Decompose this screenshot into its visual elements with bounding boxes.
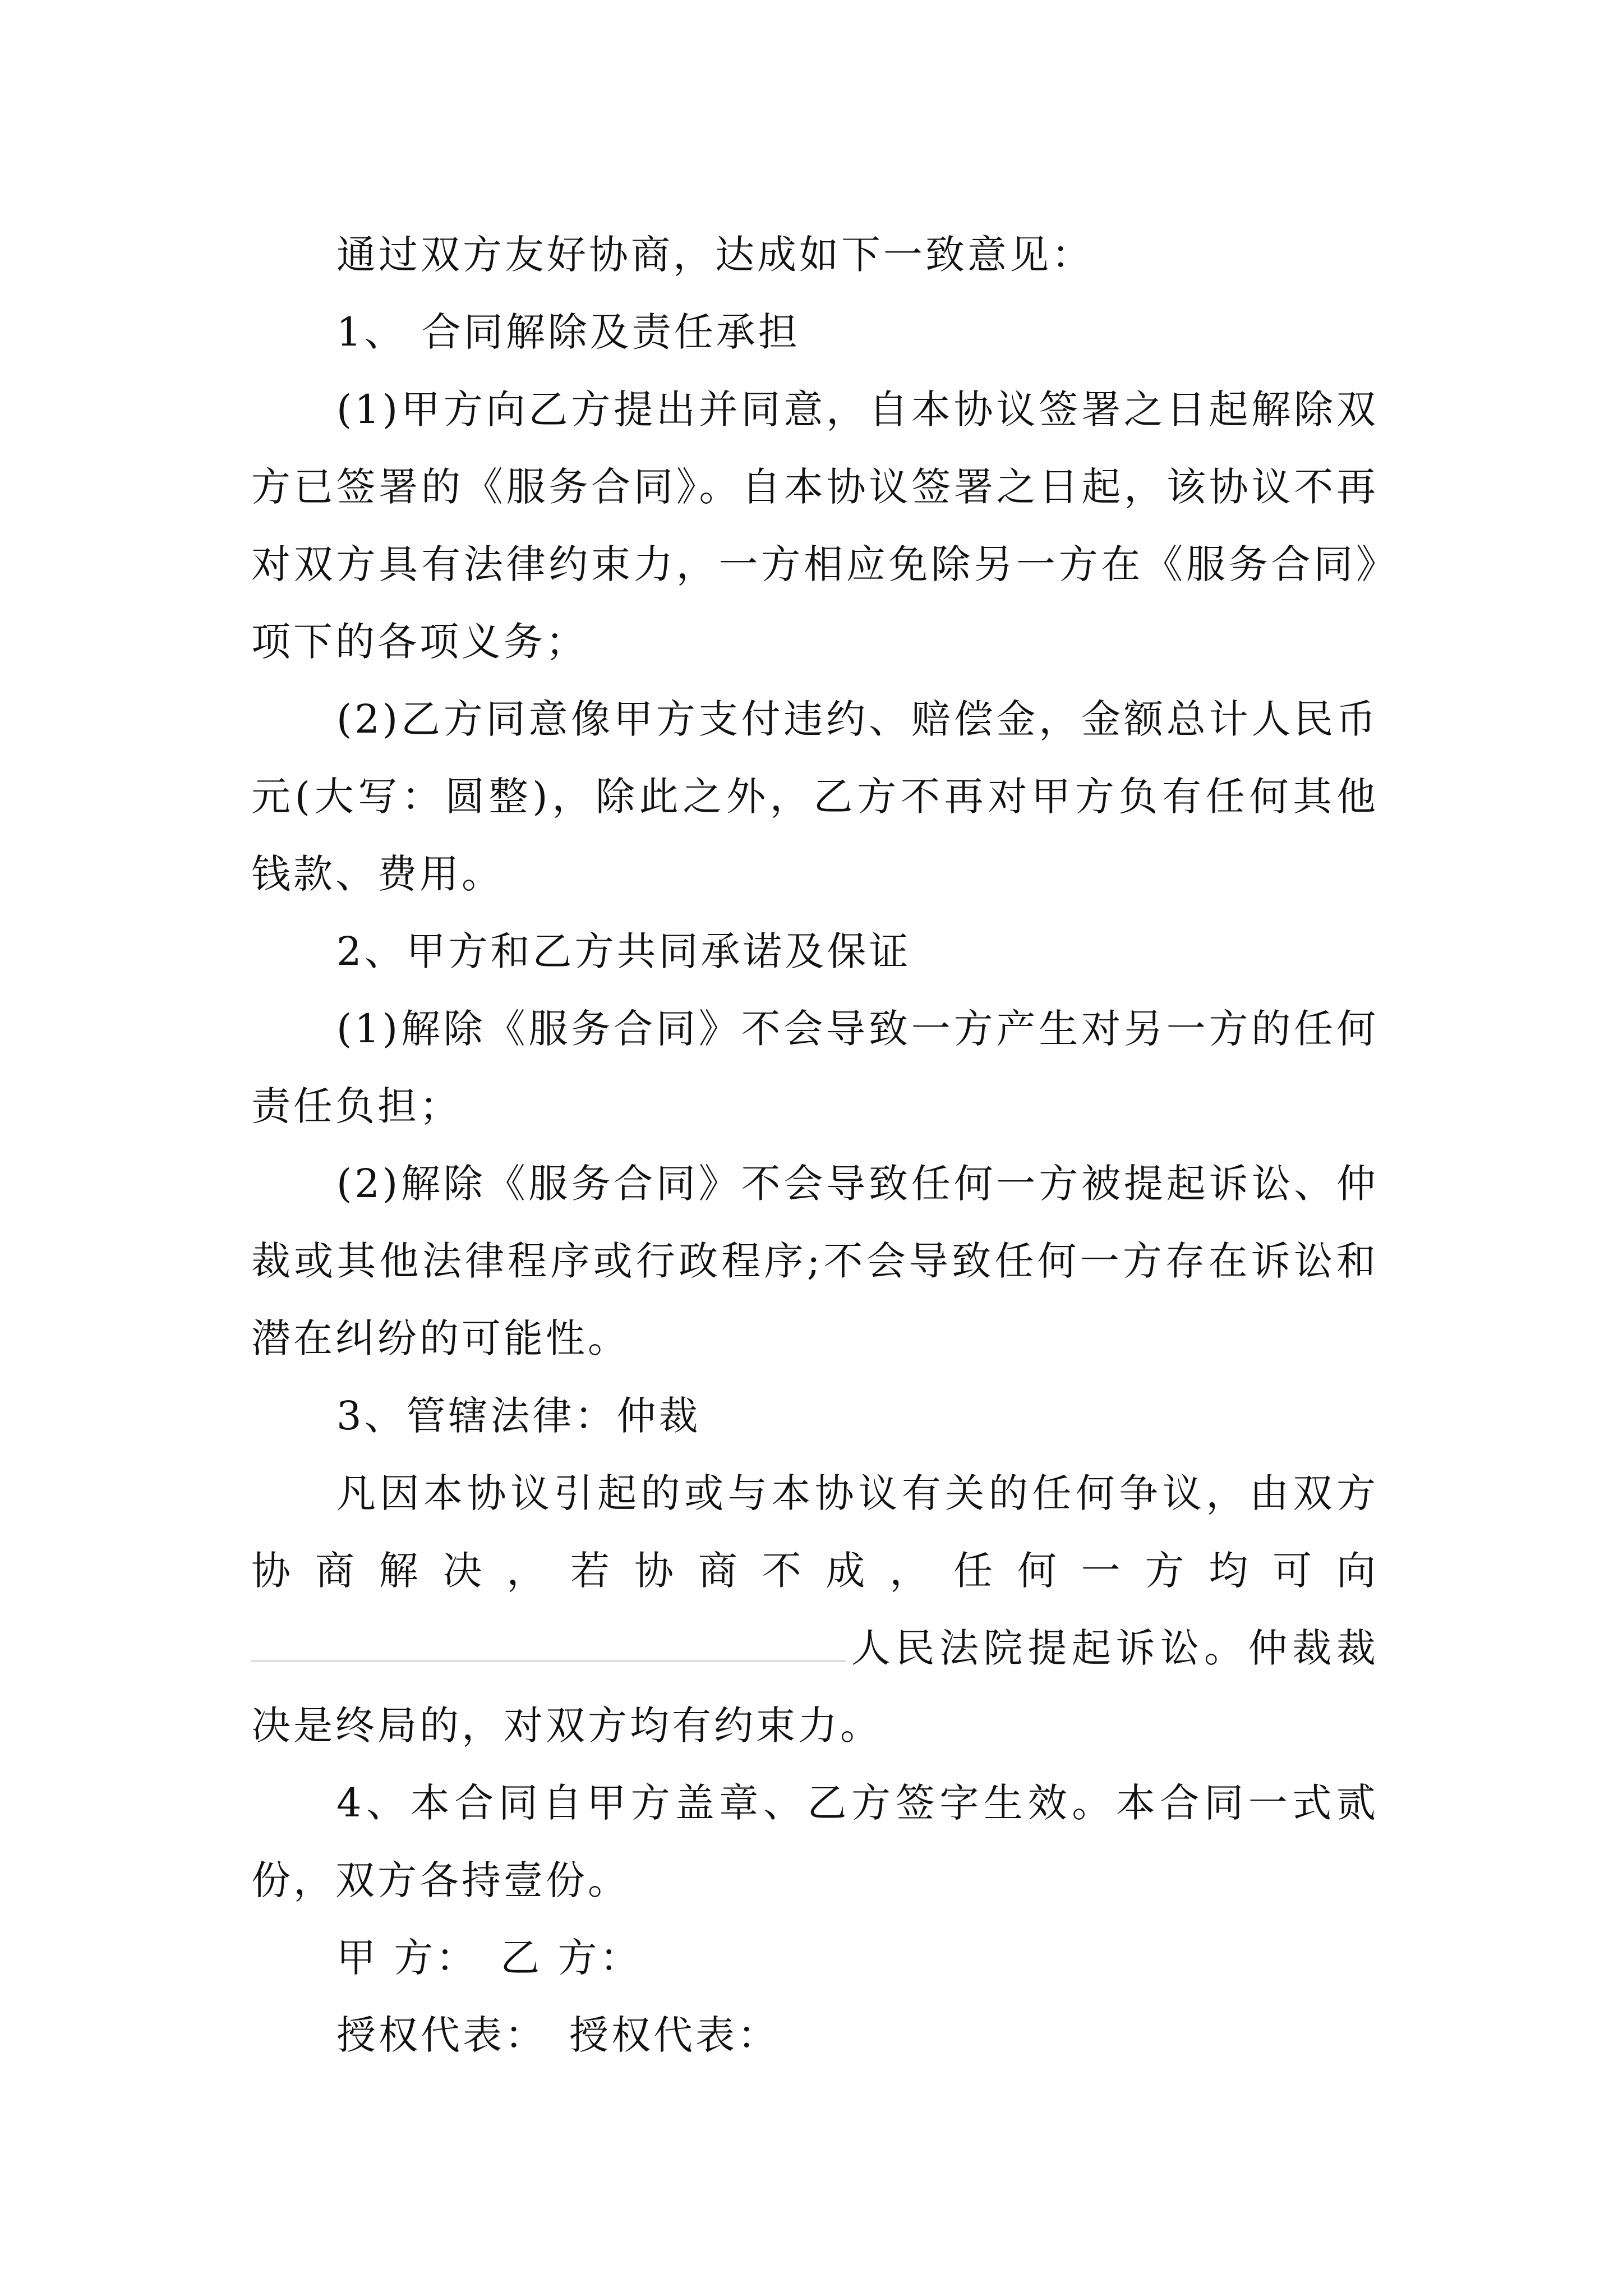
section-1-title: 1、 合同解除及责任承担	[336, 309, 800, 355]
document-body	[251, 216, 1378, 2074]
representative-b-label: 授权代表：	[569, 2012, 780, 2058]
section-2-clause-2: (2)解除《服务合同》不会导致任何一方被提起诉讼、仲裁或其他法律程序或行政程序;不会导致任何一方存在诉讼和潜在纠纷的可能性。	[251, 1161, 1378, 1361]
section-4-clause: 4、本合同自甲方盖章、乙方签字生效。本合同一式贰份，双方各持壹份。	[251, 1780, 1378, 1903]
section-3-clause-1-part-b: 人民法院提起诉讼。仲裁裁决是终局的，对双方均有约束力。	[251, 1625, 1378, 1749]
intro-text: 通过双方友好协商，达成如下一致意见：	[336, 232, 1094, 278]
court-name-blank	[251, 1621, 846, 1662]
section-2-clause-1: (1)解除《服务合同》不会导致一方产生对另一方的任何责任负担；	[251, 1006, 1378, 1129]
party-signature-line	[251, 1919, 1378, 1996]
representative-a-label: 授权代表：	[336, 2012, 547, 2058]
section-3-clause-1-part-a: 凡因本协议引起的或与本协议有关的任何争议，由双方协商解决，若协商不成，任何一方均可向	[251, 1470, 1378, 1594]
party-b-label: 乙 方：	[500, 1935, 642, 1981]
section-3-title: 3、管辖法律：仲裁	[336, 1393, 701, 1439]
section-2-title: 2、甲方和乙方共同承诺及保证	[336, 928, 911, 974]
section-1-clause-1: (1)甲方向乙方提出并同意，自本协议签署之日起解除双方已签署的《服务合同》。自本协议签署之日起，该协议不再对双方具有法律约束力，一方相应免除另一方在《服务合同》项下的各项义务；	[251, 386, 1378, 665]
representative-signature-line	[251, 1996, 1378, 2074]
party-a-label: 甲 方：	[336, 1935, 478, 1981]
section-1-clause-2: (2)乙方同意像甲方支付违约、赔偿金，金额总计人民币 元(大写：圆整)，除此之外，乙方不再对甲方负有任何其他钱款、费用。	[251, 696, 1378, 897]
section-3-clause-1	[251, 1455, 1378, 1764]
